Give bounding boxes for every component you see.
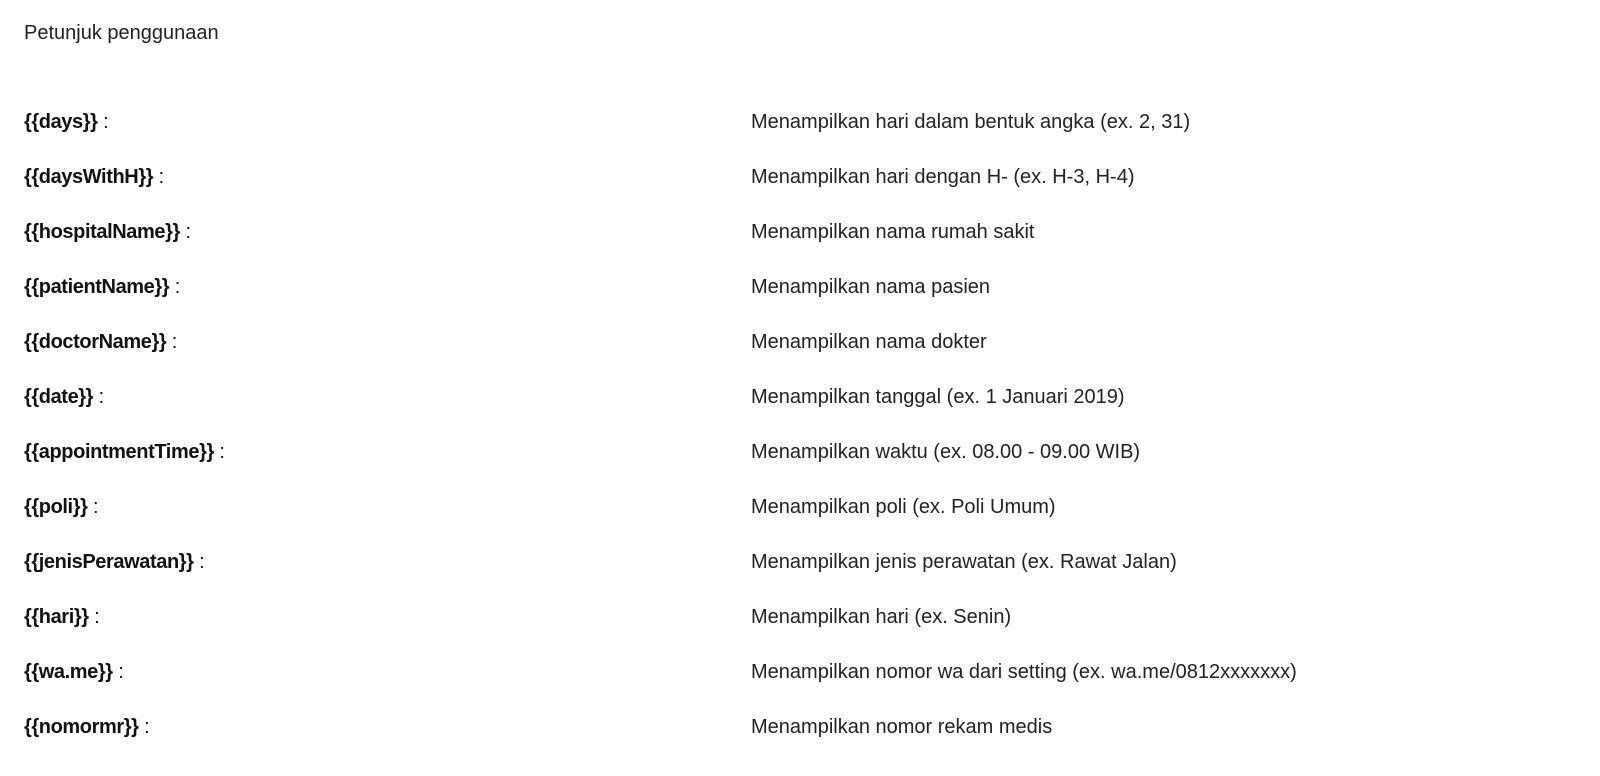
- placeholder-description: Menampilkan hari dalam bentuk angka (ex. 2, 31): [751, 111, 1191, 133]
- placeholder-key: [24, 221, 751, 244]
- key-separator: :: [112, 661, 124, 683]
- placeholder-description: Menampilkan nama rumah sakit: [751, 221, 1035, 243]
- placeholder-key: [24, 386, 751, 409]
- placeholder-variable: {{daysWithH}}: [24, 166, 154, 188]
- placeholder-key: [24, 111, 751, 134]
- list-item: [24, 700, 1574, 755]
- list-item: [24, 315, 1574, 370]
- placeholder-variable: {{poli}}: [24, 496, 88, 518]
- placeholder-description: Menampilkan nama pasien: [751, 276, 991, 298]
- placeholder-variable: {{wa.me}}: [24, 661, 113, 683]
- placeholder-key: [24, 551, 751, 574]
- placeholder-list: [24, 95, 1574, 755]
- placeholder-variable: {{patientName}}: [24, 276, 170, 298]
- placeholder-variable: {{jenisPerawatan}}: [24, 551, 194, 573]
- key-separator: :: [88, 606, 100, 628]
- key-separator: :: [87, 496, 99, 518]
- key-separator: :: [138, 716, 150, 738]
- placeholder-key: [24, 661, 751, 684]
- placeholder-description: Menampilkan tanggal (ex. 1 Januari 2019): [751, 386, 1125, 408]
- placeholder-variable: {{hospitalName}}: [24, 221, 180, 243]
- list-item: [24, 425, 1574, 480]
- placeholder-key: [24, 276, 751, 299]
- list-item: [24, 150, 1574, 205]
- list-item: [24, 535, 1574, 590]
- placeholder-key: [24, 441, 751, 464]
- placeholder-variable: {{date}}: [24, 386, 94, 408]
- key-separator: :: [166, 331, 178, 353]
- key-separator: :: [179, 221, 192, 243]
- placeholder-description: Menampilkan nama dokter: [751, 331, 987, 353]
- placeholder-key: [24, 166, 751, 189]
- key-separator: :: [153, 166, 165, 188]
- key-separator: :: [93, 386, 105, 408]
- key-separator: :: [169, 276, 181, 298]
- placeholder-variable: {{nomormr}}: [24, 716, 139, 738]
- list-item: [24, 205, 1574, 260]
- placeholder-description: Menampilkan nomor wa dari setting (ex. wa.me/0812xxxxxxx): [751, 661, 1297, 683]
- placeholder-description: Menampilkan nomor rekam medis: [751, 716, 1053, 738]
- placeholder-key: [24, 496, 751, 519]
- placeholder-key: [24, 716, 751, 739]
- list-item: [24, 370, 1574, 425]
- placeholder-key: [24, 331, 751, 354]
- placeholder-variable: {{appointmentTime}}: [24, 441, 214, 463]
- key-separator: :: [213, 441, 225, 463]
- list-item: [24, 260, 1574, 315]
- placeholder-description: Menampilkan hari (ex. Senin): [751, 606, 1012, 628]
- list-item: [24, 590, 1574, 645]
- key-separator: :: [193, 551, 205, 573]
- placeholder-description: Menampilkan hari dengan H- (ex. H-3, H-4): [751, 166, 1135, 188]
- list-item: [24, 95, 1574, 150]
- placeholder-description: Menampilkan poli (ex. Poli Umum): [751, 496, 1056, 518]
- placeholder-description: Menampilkan waktu (ex. 08.00 - 09.00 WIB): [751, 441, 1141, 463]
- placeholder-variable: {{doctorName}}: [24, 331, 167, 353]
- placeholder-key: [24, 606, 751, 629]
- placeholder-variable: {{days}}: [24, 111, 98, 133]
- key-separator: :: [97, 111, 109, 133]
- page-title: Petunjuk penggunaan: [24, 22, 219, 44]
- placeholder-variable: {{hari}}: [24, 606, 89, 628]
- placeholder-description: Menampilkan jenis perawatan (ex. Rawat Jalan): [751, 551, 1177, 573]
- list-item: [24, 480, 1574, 535]
- list-item: [24, 645, 1574, 700]
